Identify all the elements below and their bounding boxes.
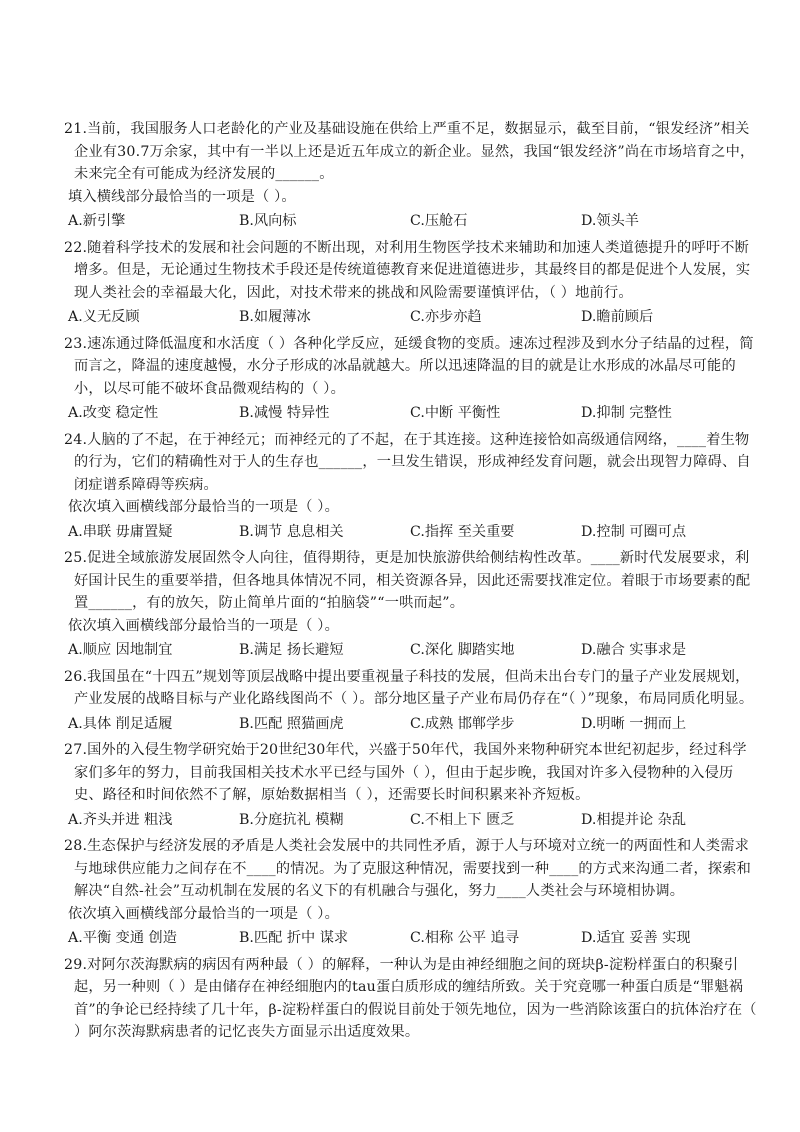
option-c: C.压舱石 (410, 213, 468, 229)
option-c: C.相称 公平 追寻 (410, 930, 520, 946)
question-26 (64, 666, 760, 736)
option-d: D.融合 实事求是 (581, 642, 687, 658)
question-22 (64, 237, 760, 329)
option-b: B.调节 息息相关 (239, 523, 344, 540)
question-23 (64, 333, 760, 425)
option-a: A.改变 稳定性 (68, 405, 159, 421)
option-b: B.匹配 照猫画虎 (239, 715, 344, 732)
question-28 (64, 835, 760, 950)
option-row (68, 402, 760, 425)
option-row (68, 927, 760, 950)
option-a: A.顺应 因地制宜 (68, 642, 173, 658)
question-25 (64, 547, 760, 662)
option-row (68, 210, 760, 233)
option-row (68, 521, 760, 544)
option-d: D.控制 可圈可点 (581, 523, 687, 540)
option-c: C.成熟 邯郸学步 (410, 715, 515, 732)
question-stem: 23.速冻通过降低温度和水活度（ ）各种化学反应，延缓食物的变质。速冻过程涉及到水分子结晶的过程，简而言之，降温的速度越慢，水分子形成的冰晶就越大。所以迅速降温的目的就是让水形成的冰晶尽可能的小，以尽可能不破坏食品微观结构的（ ）。 (64, 335, 754, 397)
question-stem: 22.随着科学技术的发展和社会问题的不断出现，对利用生物医学技术来辅助和加速人类道德提升的呼吁不断增多。但是，无论通过生物技术手段还是传统道德教育来促进道德进步，其最终目的都是促进个人发展，实现人类社会的幸福最大化，因此，对技术带来的挑战和风险需要谨慎评估，（ ）地前行。 (64, 239, 751, 301)
question-27 (64, 739, 760, 831)
option-d: D.适宜 妥善 实现 (581, 930, 691, 946)
option-c: C.不相上下 匮乏 (410, 811, 515, 828)
option-row (68, 639, 760, 662)
question-stem: 24.人脑的了不起，在于神经元；而神经元的了不起，在于其连接。这种连接恰如高级通信网络，____着生物的行为，它们的精确性对于人的生存也______，一旦发生错误，形成神经发育问题，就会出现智力障碍、自闭症谱系障碍等疾病。 (64, 431, 751, 493)
question-stem: 29.对阿尔茨海默病的病因有两种最（ ）的解释，一种认为是由神经细胞之间的斑块β-淀粉样蛋白的积聚引起，另一种则（ ）是由储存在神经细胞内的tau蛋白质形成的缠结所致。关于究竟哪一种蛋白质是“罪魁祸首”的争论已经持续了几十年，β-淀粉样蛋白的假说目前处于领先地位，因为一些消除该蛋白的抗体治疗在（ ）阿尔茨海默病患者的记忆丧失方面显示出适度效果。 (64, 956, 757, 1040)
question-stem: 27.国外的入侵生物学研究始于20世纪30年代，兴盛于50年代，我国外来物种研究本世纪初起步，经过科学家们多年的努力，目前我国相关技术水平已经与国外（ ），但由于起步晚，我国对许多入侵物种的入侵历史、路径和时间依然不了解，原始数据相当（ ），还需要长时间积累来补齐短板。 (64, 742, 747, 803)
option-d: D.领头羊 (581, 213, 639, 229)
question-prompt: 依次填入画横线部分最恰当的一项是（ ）。 (68, 617, 339, 634)
option-b: B.分庭抗礼 模糊 (239, 811, 344, 828)
option-a: A.齐头并进 粗浅 (68, 811, 173, 828)
question-stem: 21.当前，我国服务人口老龄化的产业及基础设施在供给上严重不足，数据显示，截至目前，“银发经济”相关企业有30.7万余家，其中有一半以上还是近五年成立的新企业。显然，我国“银发经济”尚在市场培育之中，未来完全有可能成为经济发展的______。 (64, 121, 755, 182)
question-prompt: 依次填入画横线部分最恰当的一项是（ ）。 (68, 905, 339, 922)
option-b: B.如履薄冰 (239, 309, 311, 325)
option-a: A.义无反顾 (68, 309, 140, 325)
option-c: C.深化 脚踏实地 (410, 642, 515, 658)
option-c: C.亦步亦趋 (410, 309, 482, 325)
option-a: A.串联 毋庸置疑 (68, 523, 173, 540)
option-b: B.减慢 特异性 (239, 405, 330, 421)
question-24 (64, 429, 760, 544)
option-a: A.平衡 变通 创造 (68, 930, 177, 946)
option-d: D.抑制 完整性 (581, 405, 672, 421)
option-c: C.中断 平衡性 (410, 405, 501, 421)
option-b: B.匹配 折中 谋求 (239, 930, 349, 946)
option-c: C.指挥 至关重要 (410, 523, 515, 540)
option-d: D.相提并论 杂乱 (581, 811, 687, 828)
option-row (68, 809, 760, 832)
option-a: A.具体 削足适履 (68, 715, 173, 732)
option-b: B.满足 扬长避短 (239, 642, 344, 658)
question-stem: 28.生态保护与经济发展的矛盾是人类社会发展中的共同性矛盾，源于人与环境对立统一的两面性和人类需求与地球供应能力之间存在不____的情况。为了克服这种情况，需要找到一种____的方式来沟通二者，探索和解决“自然-社会”互动机制在发展的名义下的有机融合与强化，努力____人类社会与环境相协调。 (64, 838, 752, 899)
option-d: D.瞻前顾后 (581, 309, 654, 325)
question-stem: 25.促进全域旅游发展固然令人向往，值得期待，更是加快旅游供给侧结构性改革。____新时代发展要求，利好国计民生的重要举措，但各地具体情况不同，相关资源各异，因此还需要找准定位。着眼于市场要素的配置______，有的放矢，防止简单片面的“拍脑袋”“一哄而起”。 (64, 550, 751, 611)
question-prompt: 填入横线部分最恰当的一项是（ ）。 (68, 188, 296, 205)
option-b: B.风向标 (239, 213, 297, 229)
option-row (68, 713, 760, 736)
question-21 (64, 118, 760, 233)
question-29 (64, 954, 760, 1044)
question-prompt: 依次填入画横线部分最恰当的一项是（ ）。 (68, 499, 339, 515)
option-row (68, 306, 760, 329)
question-stem: 26.我国虽在“十四五”规划等顶层战略中提出要重视量子科技的发展，但尚未出台专门的量子产业发展规划，产业发展的战略目标与产业化路线图尚不（ ）。部分地区量子产业布局仍存在“（ ）”现象，布局同质化明显。 (64, 668, 754, 707)
option-d: D.明晰 一拥而上 (581, 715, 687, 732)
option-a: A.新引擎 (68, 213, 126, 229)
